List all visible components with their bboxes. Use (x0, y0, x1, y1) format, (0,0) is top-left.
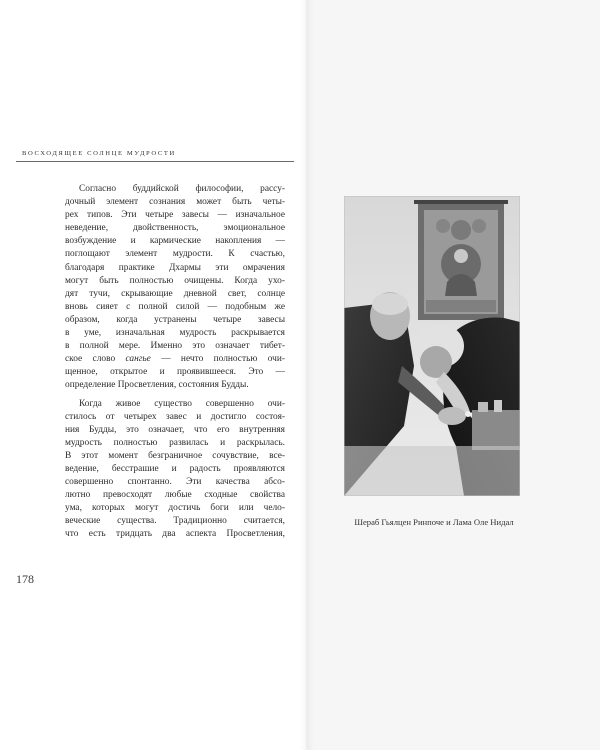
paragraph-1 (65, 183, 285, 353)
text-line: В этот момент безграничное сочувствие, все- (65, 450, 285, 461)
text-line: совершенно спонтанно. Эти качества абсо- (65, 477, 285, 488)
text-line: ния Будды, это означает, что его внутренняя (65, 424, 285, 435)
body-text (65, 183, 285, 542)
text-line: ское слово сангье — нечто полностью очи- (65, 354, 285, 365)
text-line: ведение, бесстрашие и радость проявляются (65, 463, 285, 474)
text-line: веческие существа. Традиционно считается, (65, 516, 285, 527)
photo-caption: Шераб Гьялцен Ринпоче и Лама Оле Нидал (354, 517, 514, 527)
paragraph-1-end (65, 366, 285, 392)
text-line: что есть тридцать два аспекта Просветления, (65, 529, 285, 540)
text-line: ума, которых могут достичь боги или чело- (65, 503, 285, 514)
text-line: определение Просветления, состояния Будды. (65, 380, 249, 391)
text-line: могут быть полностью очищены. Когда ухо- (65, 275, 285, 286)
header-rule (16, 161, 294, 162)
text-line: лютно превосходят любые сходные свойства (65, 490, 285, 501)
text-line: Согласно буддийской философии, рассу- (79, 184, 285, 194)
text-line: мудрость полностью развилась и раскрылась. (65, 437, 285, 448)
text-line: щенное, открытое и проявившееся. Это — (65, 367, 285, 378)
photo-lamas (344, 196, 520, 496)
text-line: образом, когда устранены четыре завесы (65, 314, 285, 325)
gutter (300, 0, 314, 750)
text-line: дочный элемент сознания может быть четы- (65, 197, 285, 208)
text-line: дят тучи, скрывающие дневной свет, солнце (65, 288, 285, 299)
term-sangye: сангье (125, 354, 151, 365)
text-line: в полной мере. Именно это означает тибет- (65, 341, 285, 352)
text-line: возбуждение и кармические накопления — (65, 236, 285, 247)
page-number: 178 (16, 572, 34, 586)
text-line: неведение, двойственность, эмоциональное (65, 223, 285, 234)
text-line: стилось от четырех завес и достигло состоя- (65, 411, 285, 422)
photo-image (344, 196, 520, 496)
text-line: благодаря практике Дхармы эти омрачения (65, 262, 285, 273)
text-line: Когда живое существо совершенно очи- (79, 398, 285, 409)
text-line: вновь сияет с полной силой — подобным же (65, 301, 285, 312)
text-line: рех типов. Эти четыре завесы — изначальное (65, 210, 285, 221)
paragraph-2 (65, 398, 285, 542)
text-line: поглощают элемент мудрости. К счастью, (65, 249, 285, 260)
running-head: ВОСХОДЯЩЕЕ СОЛНЦЕ МУДРОСТИ (22, 150, 176, 157)
text-line: в уме, изначальная мудрость раскрывается (65, 328, 285, 339)
